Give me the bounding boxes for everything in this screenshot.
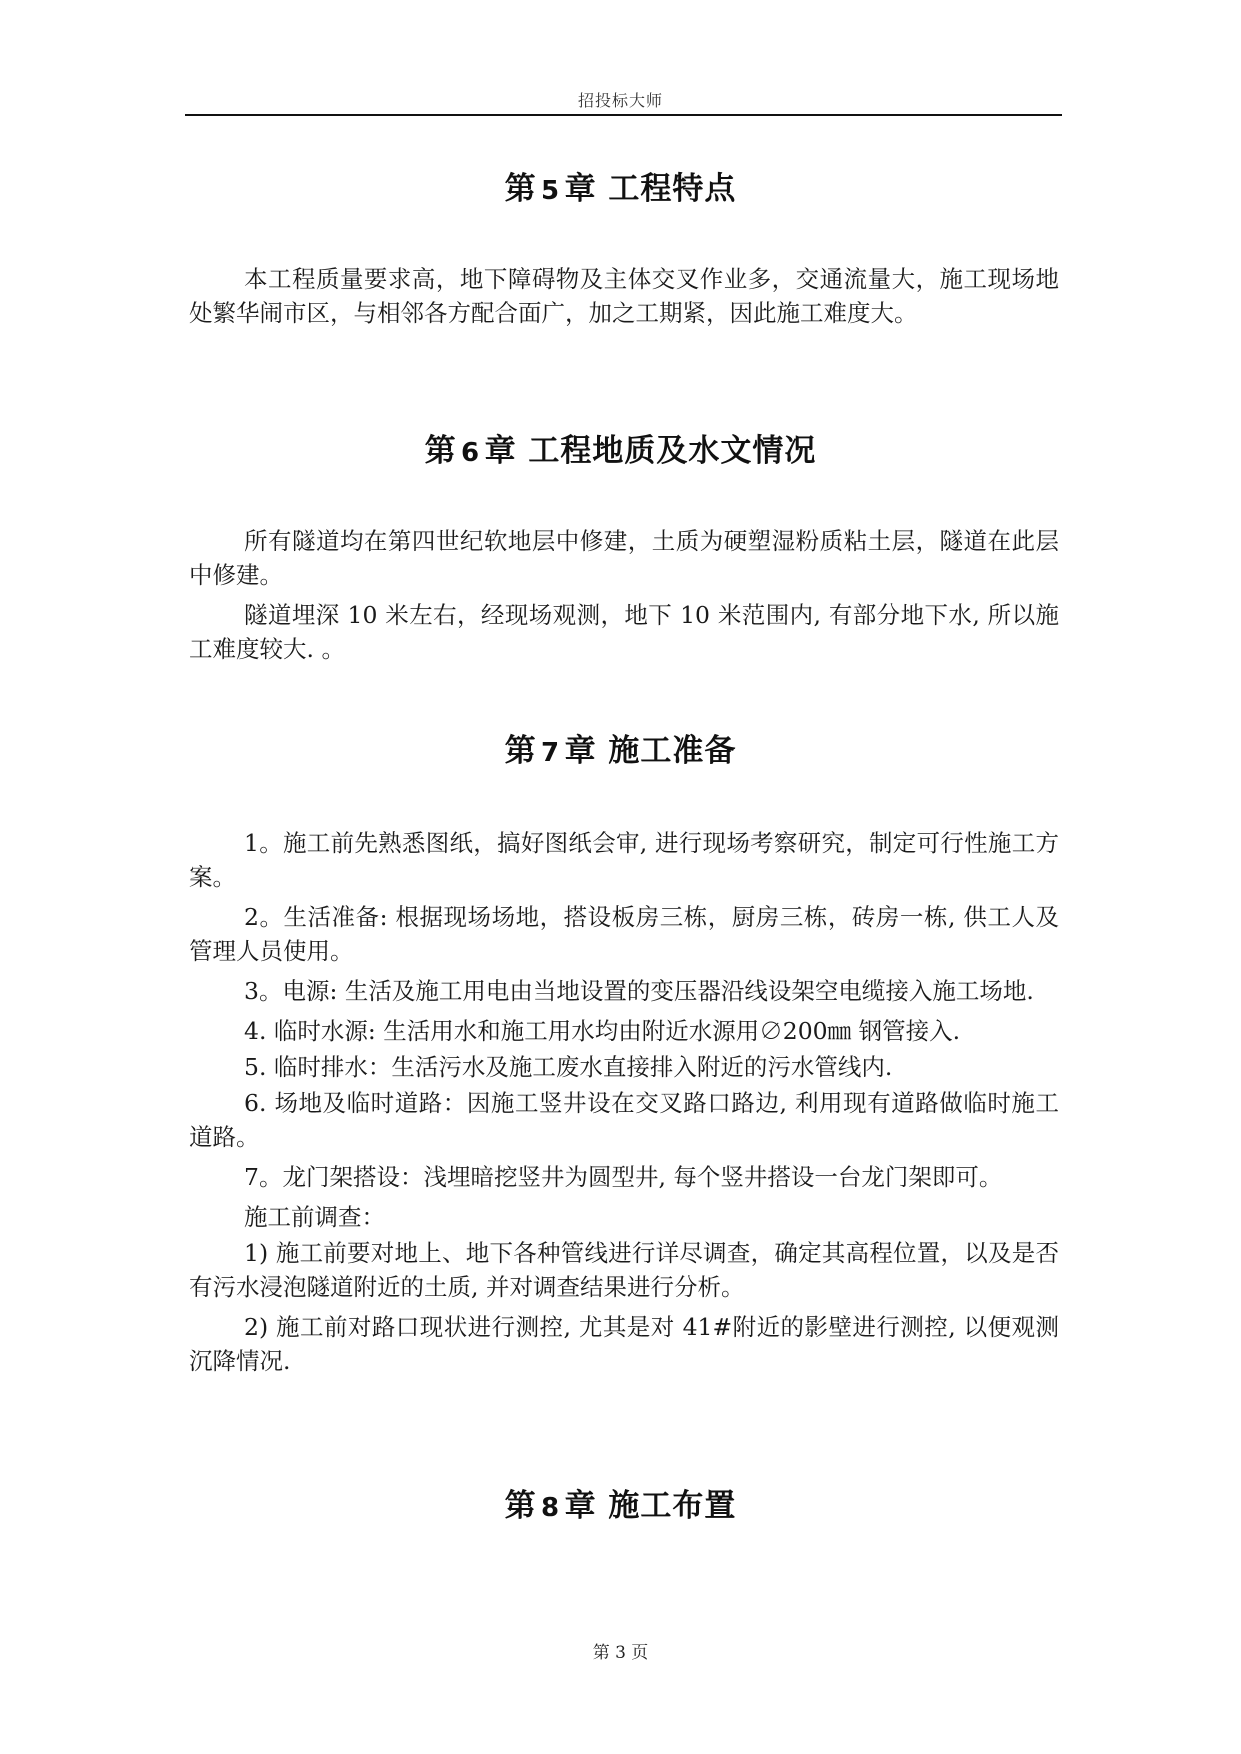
chapter-2-body (189, 524, 1059, 672)
chapter-number: 7 (541, 738, 561, 768)
paragraph: 6. 场地及临时道路：因施工竖井设在交叉路口路边, 利用现有道路做临时施工道路。 (189, 1089, 1059, 1151)
chapter-title-text: 施工准备 (608, 733, 737, 769)
paragraph: 隧道埋深 10 米左右，经现场观测，地下 10 米范围内, 有部分地下水, 所以施工难度较大. 。 (189, 601, 1059, 663)
paragraph: 5. 临时排水：生活污水及施工废水直接排入附近的污水管线内. (244, 1053, 893, 1081)
chapter-prefix: 第 (424, 433, 457, 469)
chapter-1-body (189, 262, 1059, 336)
header-divider (185, 114, 1062, 116)
chapter-suffix: 章 (564, 171, 597, 207)
chapter-title-text: 施工布置 (608, 1488, 737, 1524)
paragraph: 2) 施工前对路口现状进行测控, 尤其是对 41#附近的影壁进行测控, 以便观测沉降情况. (189, 1313, 1059, 1375)
paragraph: 1) 施工前要对地上、地下各种管线进行详尽调查，确定其高程位置，以及是否有污水浸泡隧道附近的土质, 并对调查结果进行分析。 (189, 1239, 1059, 1301)
chapter-number: 8 (541, 1493, 561, 1523)
paragraph: 所有隧道均在第四世纪软地层中修建，土质为硬塑湿粉质粘土层，隧道在此层中修建。 (189, 527, 1059, 589)
chapter-suffix: 章 (564, 733, 597, 769)
page-header: 招投标大师 (577, 91, 663, 110)
chapter-title-3 (0, 725, 1241, 770)
chapter-suffix: 章 (564, 1488, 597, 1524)
chapter-suffix: 章 (484, 433, 517, 469)
paragraph: 1。施工前先熟悉图纸，搞好图纸会审, 进行现场考察研究，制定可行性施工方案。 (189, 829, 1059, 891)
chapter-title-text: 工程特点 (608, 171, 737, 207)
chapter-title-1 (0, 163, 1241, 208)
paragraph: 3。电源: 生活及施工用电由当地设置的变压器沿线设架空电缆接入施工场地. (244, 977, 1034, 1005)
page-footer: 第 3 页 (592, 1643, 649, 1663)
chapter-title-text: 工程地质及水文情况 (528, 433, 817, 469)
paragraph: 4. 临时水源: 生活用水和施工用水均由附近水源用∅200㎜ 钢管接入. (244, 1017, 961, 1045)
chapter-title-2 (0, 425, 1241, 470)
chapter-prefix: 第 (504, 171, 537, 207)
paragraph: 7。龙门架搭设：浅埋暗挖竖井为圆型井, 每个竖井搭设一台龙门架即可。 (244, 1163, 1003, 1191)
paragraph: 本工程质量要求高，地下障碍物及主体交叉作业多，交通流量大，施工现场地处繁华闹市区，与相邻各方配合面广，加之工期紧，因此施工难度大。 (189, 265, 1059, 327)
chapter-prefix: 第 (504, 1488, 537, 1524)
paragraph: 2。生活准备: 根据现场场地，搭设板房三栋，厨房三栋，砖房一栋, 供工人及管理人员使用。 (189, 903, 1059, 965)
chapter-number: 6 (461, 438, 481, 468)
chapter-3-body (189, 826, 1059, 1384)
chapter-prefix: 第 (504, 733, 537, 769)
paragraph: 施工前调查： (244, 1203, 385, 1231)
chapter-title-4 (0, 1480, 1241, 1525)
chapter-number: 5 (541, 176, 561, 206)
